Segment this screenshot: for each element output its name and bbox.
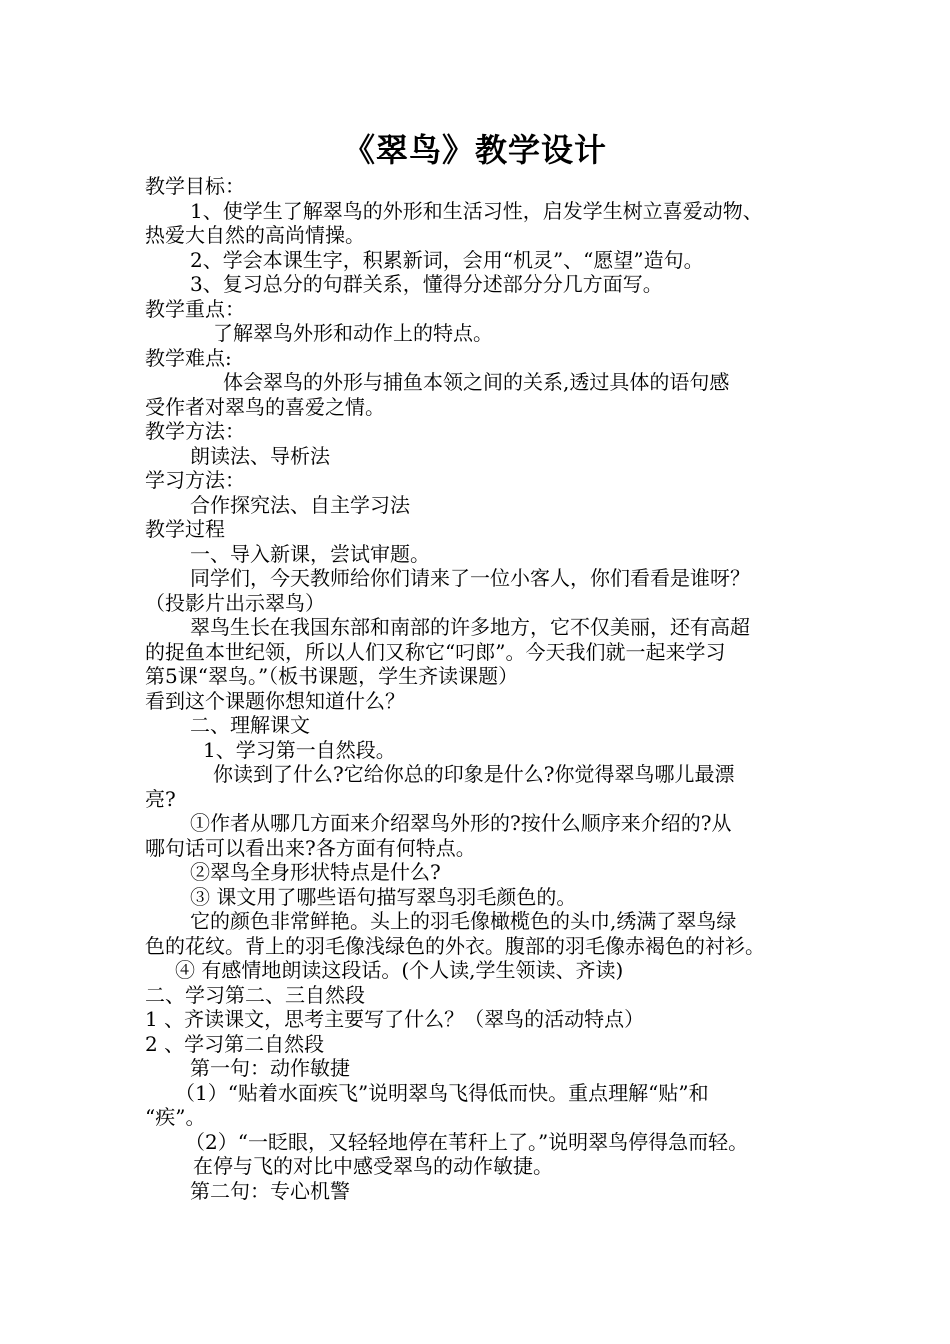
objective-2: 2、学会本课生字，积累新词，会用“机灵”、“愿望”造句。 — [190, 247, 704, 272]
section-heading-paragraphs-2-3: 二、学习第二、三自然段 — [145, 982, 365, 1007]
sentence-heading: 第二句：专心机警 — [190, 1178, 350, 1203]
document-title: 《翠鸟》教学设计 — [342, 131, 607, 169]
paragraph-line: 翠鸟生长在我国东部和南部的许多地方，它不仅美丽，还有高超 — [190, 615, 750, 639]
process-step-2-heading: 二、理解课文 — [190, 713, 310, 737]
quoted-passage-cont: 色的花纹。背上的羽毛像浅绿色的外衣。腹部的羽毛像赤褐色的衬衫。 — [145, 933, 765, 958]
paragraph-line: （投影片出示翠鸟） — [145, 590, 325, 615]
process-step-1-heading: 一、导入新课，尝试审题。 — [190, 541, 430, 566]
numbered-item: 1 、齐读课文，思考主要写了什么？（翠鸟的活动特点） — [145, 1007, 645, 1031]
section-heading-process: 教学过程 — [145, 517, 225, 541]
paragraph-line: 的捉鱼本世纪领，所以人们又称它“叼郎”。今天我们就一起来学习 — [145, 639, 726, 664]
objective-3: 3、复习总分的句群关系，懂得分述部分分几方面写。 — [190, 272, 663, 296]
analysis-item: （1）“贴着水面疾飞”说明翠鸟飞得低而快。重点理解“贴”和 — [175, 1080, 709, 1105]
learning-methods-text: 合作探究法、自主学习法 — [190, 492, 410, 517]
analysis-item: （2）“一眨眼，又轻轻地停在苇秆上了。”说明翠鸟停得急而轻。 — [185, 1129, 749, 1154]
paragraph-line: 亮? — [145, 786, 176, 811]
section-heading-learning-methods: 学习方法： — [145, 468, 245, 492]
sub-step-heading: 1、学习第一自然段。 — [203, 737, 396, 762]
section-heading-key-points: 教学重点： — [145, 296, 245, 321]
paragraph-line: 你读到了什么?它给你总的印象是什么?你觉得翠鸟哪儿最漂 — [213, 762, 735, 786]
document-body — [145, 174, 815, 1203]
difficulty-text: 体会翠鸟的外形与捕鱼本领之间的关系,透过具体的语句感 — [223, 370, 730, 394]
question-item-cont: 哪句话可以看出来?各方面有何特点。 — [145, 835, 476, 860]
paragraph-line: 看到这个课题你想知道什么？ — [145, 688, 405, 713]
sentence-heading: 第一句：动作敏捷 — [190, 1056, 350, 1080]
paragraph-line: 第5课“翠鸟。”（板书课题，学生齐读课题） — [145, 664, 519, 688]
numbered-item: 2 、学习第二自然段 — [145, 1031, 325, 1056]
quoted-passage: 它的颜色非常鲜艳。头上的羽毛像橄榄色的头巾,绣满了翠鸟绿 — [190, 909, 737, 933]
question-item: ②翠鸟全身形状特点是什么? — [190, 860, 441, 884]
section-heading-teaching-methods: 教学方法： — [145, 419, 245, 443]
section-heading-difficulties: 教学难点: — [145, 345, 232, 370]
question-item: ①作者从哪几方面来介绍翠鸟外形的?按什么顺序来介绍的?从 — [190, 811, 732, 835]
objective-1-cont: 热爱大自然的高尚情操。 — [145, 223, 365, 247]
paragraph-line: 在停与飞的对比中感受翠鸟的动作敏捷。 — [193, 1154, 553, 1178]
difficulty-text-cont: 受作者对翠鸟的喜爱之情。 — [145, 394, 385, 419]
key-point-text: 了解翠鸟外形和动作上的特点。 — [213, 321, 493, 345]
section-heading-objectives: 教学目标： — [145, 174, 245, 198]
question-item: ④ 有感情地朗读这段话。(个人读,学生领读、齐读) — [175, 958, 624, 982]
paragraph-line: 同学们，今天教师给你们请来了一位小客人，你们看看是谁呀？ — [190, 566, 750, 590]
question-item: ③ 课文用了哪些语句描写翠鸟羽毛颜色的。 — [190, 884, 577, 909]
analysis-item-cont: “疾”。 — [145, 1105, 206, 1129]
objective-1: 1、使学生了解翠鸟的外形和生活习性，启发学生树立喜爱动物、 — [190, 198, 763, 223]
teaching-methods-text: 朗读法、导析法 — [190, 443, 330, 468]
